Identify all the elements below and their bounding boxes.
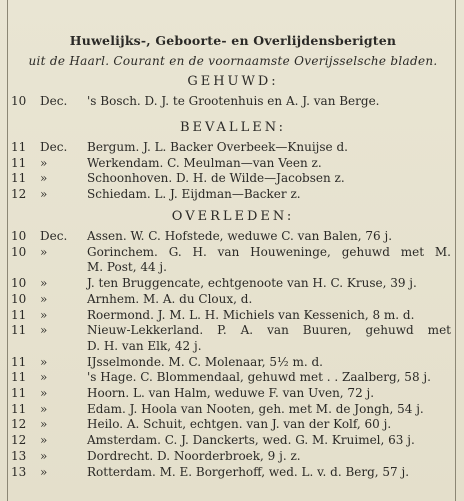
entry-day: 12 xyxy=(11,433,27,448)
entry-text-continuation: D. H. van Elk, 42 j. xyxy=(87,338,202,353)
entry-day: 13 xyxy=(11,448,27,463)
entry-day: 11 xyxy=(11,401,27,416)
entry-month: » xyxy=(40,155,48,170)
entry-text: Dordrecht. D. Noorderbroek, 9 j. z. xyxy=(87,448,301,463)
entry-text: Edam. J. Hoola van Nooten, geh. met M. de Jongh, 54 j. xyxy=(87,401,424,416)
overleden-entry xyxy=(0,465,464,483)
entry-text: 's Bosch. D. J. te Grootenhuis en A. J. van Berge. xyxy=(87,94,380,108)
entry-day: 10 xyxy=(11,229,27,243)
entry-month: » xyxy=(40,244,48,259)
entry-text: Assen. W. C. Hofstede, weduwe C. van Balen, 76 j. xyxy=(87,229,393,243)
entry-month: » xyxy=(40,354,48,369)
entry-month: » xyxy=(40,401,48,416)
entry-text: Heilo. A. Schuit, echtgen. van J. van der Kolf, 60 j. xyxy=(87,417,392,432)
entry-month: » xyxy=(40,370,48,385)
entry-day: 11 xyxy=(11,354,27,369)
section-heading-bevallen: BEVALLEN: xyxy=(180,120,286,135)
entry-text: Werkendam. C. Meulman—van Veen z. xyxy=(87,155,322,170)
entry-day: 11 xyxy=(11,155,27,170)
entry-day: 13 xyxy=(11,464,27,479)
entry-month: » xyxy=(40,291,48,306)
entry-text: 's Hage. C. Blommendaal, gehuwd met . . Zaalberg, 58 j. xyxy=(87,370,431,385)
entry-month: » xyxy=(40,448,48,463)
entry-day: 10 xyxy=(11,276,27,291)
entry-month: » xyxy=(40,171,48,185)
page-title: Huwelijks-, Geboorte- en Overlijdensberigten xyxy=(69,33,397,48)
entry-day: 11 xyxy=(11,386,27,400)
entry-text-continuation: M. Post, 44 j. xyxy=(87,260,167,275)
entry-text: Arnhem. M. A. du Cloux, d. xyxy=(87,291,253,306)
page-subtitle: uit de Haarl. Courant en de voornaamste Overijsselsche bladen. xyxy=(28,54,438,68)
entry-text: Gorinchem. G. H. van Houweninge, gehuwd met M. xyxy=(87,244,451,259)
entry-month: » xyxy=(40,186,48,201)
entry-day: 12 xyxy=(11,186,27,201)
entry-day: 10 xyxy=(11,244,27,259)
entry-text: Rotterdam. M. E. Borgerhoff, wed. L. v. d. Berg, 57 j. xyxy=(87,464,410,479)
entry-text: J. ten Bruggencate, echtgenoote van H. C. Kruse, 39 j. xyxy=(87,276,417,291)
gehuwd-entry xyxy=(0,94,464,112)
entry-month: » xyxy=(40,307,48,322)
entry-month: Dec. xyxy=(40,229,68,243)
entry-text: Roermond. J. M. L. H. Michiels van Kessenich, 8 m. d. xyxy=(87,307,415,322)
entry-month: » xyxy=(40,386,48,400)
bevallen-entry xyxy=(0,187,464,205)
entry-day: 10 xyxy=(11,94,27,108)
entry-month: Dec. xyxy=(40,140,68,154)
entry-text: IJsselmonde. M. C. Molenaar, 5½ m. d. xyxy=(87,354,323,369)
entry-day: 10 xyxy=(11,291,27,306)
entry-day: 11 xyxy=(11,140,27,154)
entry-month: » xyxy=(40,464,48,479)
entry-month: » xyxy=(40,433,48,448)
entry-month: Dec. xyxy=(40,94,68,108)
entry-day: 12 xyxy=(11,417,27,432)
entry-day: 11 xyxy=(11,323,27,338)
section-heading-overleden: OVERLEDEN: xyxy=(171,209,295,224)
entry-text: Schiedam. L. J. Eijdman—Backer z. xyxy=(87,186,301,201)
section-heading-gehuwd: GEHUWD: xyxy=(187,74,279,89)
entry-day: 11 xyxy=(11,370,27,385)
entry-month: » xyxy=(40,417,48,432)
entry-text: Schoonhoven. D. H. de Wilde—Jacobsen z. xyxy=(87,171,345,185)
entry-day: 11 xyxy=(11,171,27,185)
entry-text: Hoorn. L. van Halm, weduwe F. van Uven, 72 j. xyxy=(87,386,375,400)
entry-day: 11 xyxy=(11,307,27,322)
entry-text: Bergum. J. L. Backer Overbeek—Knuijse d. xyxy=(87,140,348,154)
entry-month: » xyxy=(40,276,48,291)
entry-text: Amsterdam. C. J. Danckerts, wed. G. M. Kruimel, 63 j. xyxy=(87,433,415,448)
entry-month: » xyxy=(40,323,48,338)
entry-text: Nieuw-Lekkerland. P. A. van Buuren, gehuwd met xyxy=(87,323,451,338)
